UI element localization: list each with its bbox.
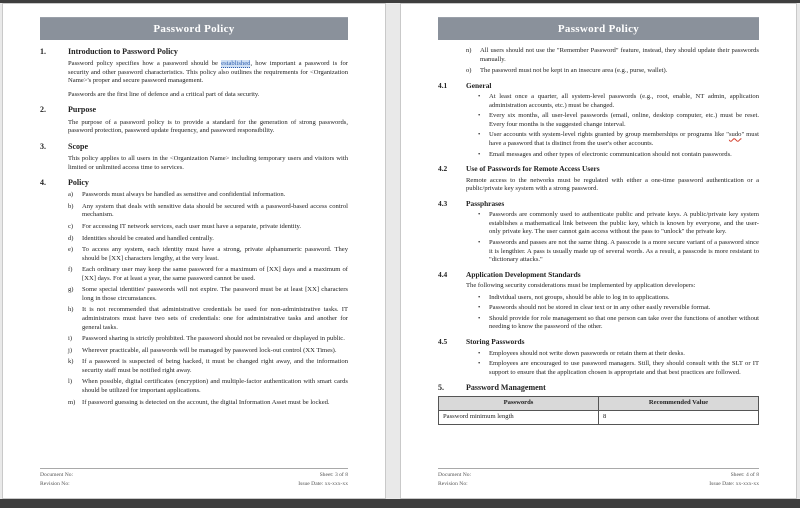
bullet-text: Passwords are commonly used to authenticate public and private keys. A public/private key system establishes a mathematical link between the public key, which is known by everyone, and the user-only private key. The user cannot gain access without the pass to "unlock" the private key.	[489, 211, 759, 236]
bullet-icon	[478, 112, 489, 129]
storing-bullet-1	[478, 350, 759, 359]
section-title: Scope	[68, 141, 88, 151]
bullet-text: Passwords and passes are not the same thing. A passcode is a more secure variant of a password since it is lengthier. A pass is usually made up of several words. As a result, a passcode is more resistant to "dictionary attacks."	[489, 238, 759, 264]
bullet-text: Email messages and other types of electronic communication should not contain passwords.	[489, 150, 732, 158]
bullet-icon	[478, 304, 489, 313]
list-item-text: All users should not use the "Remember Password" feature, instead, they should update their passwords manually.	[480, 47, 759, 63]
bullet-text: Every six months, all user-level passwords (email, online, desktop computer, etc.) must be reset. Every four months is the suggested change interval.	[489, 112, 759, 128]
section-4-heading	[40, 178, 348, 187]
policy-item-f	[68, 266, 348, 283]
bullet-text: At least once a quarter, all system-level passwords (e.g., root, enable, NT admin, application administration accounts, etc.) must be changed.	[489, 93, 759, 109]
bullet-text-after: " must have a password that is distinct from the user's other accounts.	[489, 131, 759, 148]
footer-right	[298, 471, 348, 489]
table-cell-password-minimum-length: Password minimum length	[439, 410, 599, 424]
list-item-text: Each ordinary user may keep the same password for a maximum of [XX] days and a maximum of [XX] days. For at least a year, the same password cannot be used.	[82, 266, 348, 282]
sheet-number: Sheet: 3 of 8	[319, 472, 348, 479]
list-item-text: Some special identities' passwords will not expire. The password must be at least [XX] characters long in those circumstances.	[82, 286, 348, 302]
app-dev-intro-paragraph: The following security considerations must be implemented by application developers:	[466, 282, 696, 290]
list-marker: n)	[466, 47, 472, 54]
section-4-1-heading	[438, 82, 759, 91]
section-number: 4.2	[438, 164, 448, 174]
list-item-text: To access any system, each identity must have a strong, private alphanumeric password. They should be [XX] characters lengthy, at the very least.	[82, 246, 348, 262]
sheet-number: Sheet: 4 of 8	[730, 472, 759, 479]
page-title: Password Policy	[557, 23, 640, 35]
page-header-bar	[40, 17, 348, 40]
bullet-icon	[478, 211, 489, 237]
document-page-4	[400, 3, 797, 499]
section-title: Password Management	[466, 383, 546, 393]
intro-text-before: Password policy specifies how a password should be	[68, 60, 222, 68]
bullet-icon	[478, 294, 489, 303]
policy-item-h	[68, 306, 348, 332]
issue-date: Issue Date: xx-xxx-xx	[709, 481, 759, 488]
storing-bullet-2	[478, 360, 759, 377]
policy-item-b	[68, 203, 348, 220]
bullet-icon	[478, 315, 489, 332]
list-marker: e)	[68, 246, 74, 254]
bullet-icon	[478, 350, 489, 359]
list-item-text: If a password is suspected of being hacked, it must be changed right away, and the information security staff must be notified right away.	[82, 358, 348, 374]
general-bullet-1	[478, 93, 759, 110]
section-title: General	[466, 80, 492, 90]
document-page-3	[2, 3, 386, 499]
section-4-2-heading	[438, 165, 759, 174]
section-number: 1.	[40, 47, 46, 56]
list-marker: b)	[68, 202, 74, 210]
section-2-heading	[40, 105, 348, 114]
list-marker: a)	[68, 191, 74, 199]
section-number: 5.	[438, 383, 444, 393]
revision-no-label: Revision No:	[438, 481, 468, 488]
section-number: 4.5	[438, 337, 448, 346]
bullet-text: Passwords should not be stored in clear text or in any other easily reversible format.	[489, 304, 711, 312]
policy-item-c	[68, 223, 348, 232]
remote-access-paragraph: Remote access to the networks must be regulated with either a one-time password authentication or a public/private key system with a strong password.	[466, 176, 759, 193]
list-item-text: Identities should be created and handled centrally.	[82, 234, 214, 242]
intro-paragraph-1	[68, 60, 348, 86]
list-item-text: When possible, digital certificates (encryption) and multiple-factor authentication with smart cards should be utilized for important applications.	[82, 378, 348, 394]
section-number: 4.	[40, 178, 46, 188]
policy-item-n	[466, 47, 759, 64]
bullet-text	[489, 131, 759, 148]
table-header-row	[439, 397, 759, 411]
section-3-heading	[40, 142, 348, 151]
document-no-label: Document No:	[40, 472, 74, 479]
policy-item-o	[466, 67, 759, 76]
list-marker: f)	[68, 266, 73, 274]
page-4-footer	[438, 468, 759, 489]
bullet-icon	[478, 239, 489, 265]
app-dev-bullet-2	[478, 304, 759, 313]
app-dev-bullet-1	[478, 294, 759, 303]
section-number: 2.	[40, 105, 46, 115]
policy-item-a	[68, 191, 348, 200]
list-item-text: Wherever practicable, all passwords will be managed by password lock-out control (XX Times).	[82, 346, 337, 354]
page-title: Password Policy	[153, 23, 235, 35]
bullet-text: Employees are encouraged to use password managers. Still, they should consult with the SLT or IT support to ensure that the application chosen is appropriate and that best practices are followed.	[489, 360, 759, 376]
list-marker: g)	[68, 286, 74, 294]
list-marker: c)	[68, 222, 74, 230]
bullet-icon	[478, 131, 489, 148]
bullet-icon	[478, 151, 489, 160]
list-item-text: Passwords must always be handled as sensitive and confidential information.	[82, 191, 286, 199]
bullet-text: Should provide for role management so that one person can take over the functions of another without needing to know the password of the other.	[489, 314, 759, 331]
section-4-5-heading	[438, 338, 759, 347]
section-title: Introduction to Password Policy	[68, 47, 178, 56]
policy-item-m	[68, 399, 348, 408]
general-bullet-3	[478, 131, 759, 148]
section-title: Use of Passwords for Remote Access Users	[466, 164, 600, 174]
policy-item-d	[68, 235, 348, 244]
list-marker: d)	[68, 234, 74, 242]
footer-right	[709, 471, 759, 489]
section-4-3-heading	[438, 200, 759, 209]
sudo-misspelled-word: sudo	[728, 131, 742, 139]
table-cell-recommended-value: 8	[599, 410, 759, 424]
app-dev-bullet-3	[478, 315, 759, 332]
section-title: Purpose	[68, 105, 96, 115]
table-header-passwords: Passwords	[439, 397, 599, 411]
table-row	[439, 410, 759, 424]
password-management-table	[438, 396, 759, 424]
section-title: Policy	[68, 178, 89, 188]
list-marker: m)	[68, 398, 76, 406]
intro-paragraph-2: Passwords are the first line of defence and a critical part of data security.	[68, 90, 260, 98]
list-marker: h)	[68, 306, 74, 314]
revision-no-label: Revision No:	[40, 481, 70, 488]
footer-left	[438, 471, 471, 489]
section-4-4-heading	[438, 271, 759, 280]
list-marker: o)	[466, 67, 472, 75]
policy-item-g	[68, 286, 348, 303]
footer-left	[40, 471, 73, 489]
list-item-text: Password sharing is strictly prohibited. The password should not be revealed or displayed in public.	[82, 335, 345, 343]
bullet-text: Employees should not write down passwords or retain them at their desks.	[489, 349, 685, 357]
list-item-text: The password must not be kept in an insecure area (e.g., purse, wallet).	[480, 67, 668, 75]
list-item-text: For accessing IT network services, each user must have a separate, private identity.	[82, 222, 301, 230]
page-header-bar	[438, 17, 759, 40]
section-title: Storing Passwords	[466, 337, 525, 346]
list-item-text: It is not recommended that administrative credentials be used for non-administrative tasks. IT administrators must have two sets of credentials: one for administrative tasks and another for general tasks.	[82, 306, 348, 331]
section-title: Application Development Standards	[466, 269, 581, 279]
page-3-footer	[40, 468, 348, 489]
policy-item-k	[68, 358, 348, 375]
general-bullet-2	[478, 112, 759, 129]
section-number: 3.	[40, 141, 46, 151]
section-number: 4.1	[438, 80, 448, 90]
page-3-content	[40, 47, 348, 407]
list-marker: k)	[68, 358, 74, 366]
bullet-text: Individual users, not groups, should be able to log in to applications.	[489, 293, 670, 301]
purpose-paragraph: The purpose of a password policy is to provide a standard for the generation of strong passwords, password protection, password update frequency, and password responsibility.	[68, 118, 348, 135]
policy-item-e	[68, 246, 348, 263]
general-bullet-4	[478, 151, 759, 160]
page-4-content	[438, 47, 759, 425]
bullet-icon	[478, 360, 489, 377]
policy-item-l	[68, 378, 348, 395]
bullet-text-before: User accounts with system-level rights granted by group memberships or programs like "	[489, 131, 729, 139]
list-marker: j)	[68, 346, 73, 354]
issue-date: Issue Date: xx-xxx-xx	[298, 481, 348, 488]
table-header-recommended-value: Recommended Value	[599, 397, 759, 411]
list-item-text: Any system that deals with sensitive data should be secured with a password-based access control mechanism.	[82, 202, 348, 219]
section-number: 4.3	[438, 198, 448, 208]
policy-item-j	[68, 347, 348, 356]
intro-text-after: , how important a password is for security and other password characteristics. This policy also outlines the requirements for <Organization Name>'s proper and secure password management.	[68, 60, 348, 85]
bullet-icon	[478, 93, 489, 110]
section-title: Passphrases	[466, 198, 505, 208]
section-number: 4.4	[438, 269, 448, 279]
passphrases-bullet-1	[478, 211, 759, 237]
passphrases-bullet-2	[478, 239, 759, 265]
list-marker: i)	[68, 335, 73, 343]
document-no-label: Document No:	[438, 472, 472, 479]
established-suggestion-link[interactable]: established	[221, 60, 251, 68]
scope-paragraph: This policy applies to all users in the <Organization Name> including temporary users and visitors with limited or unlimited access time to services.	[68, 154, 348, 171]
window-bottom-edge	[0, 499, 800, 508]
section-1-heading	[40, 47, 348, 56]
section-5-heading	[438, 383, 759, 392]
list-item-text: If password guessing is detected on the account, the digital Information Asset must be locked.	[82, 398, 330, 406]
list-marker: l)	[68, 378, 73, 386]
policy-item-i	[68, 335, 348, 344]
